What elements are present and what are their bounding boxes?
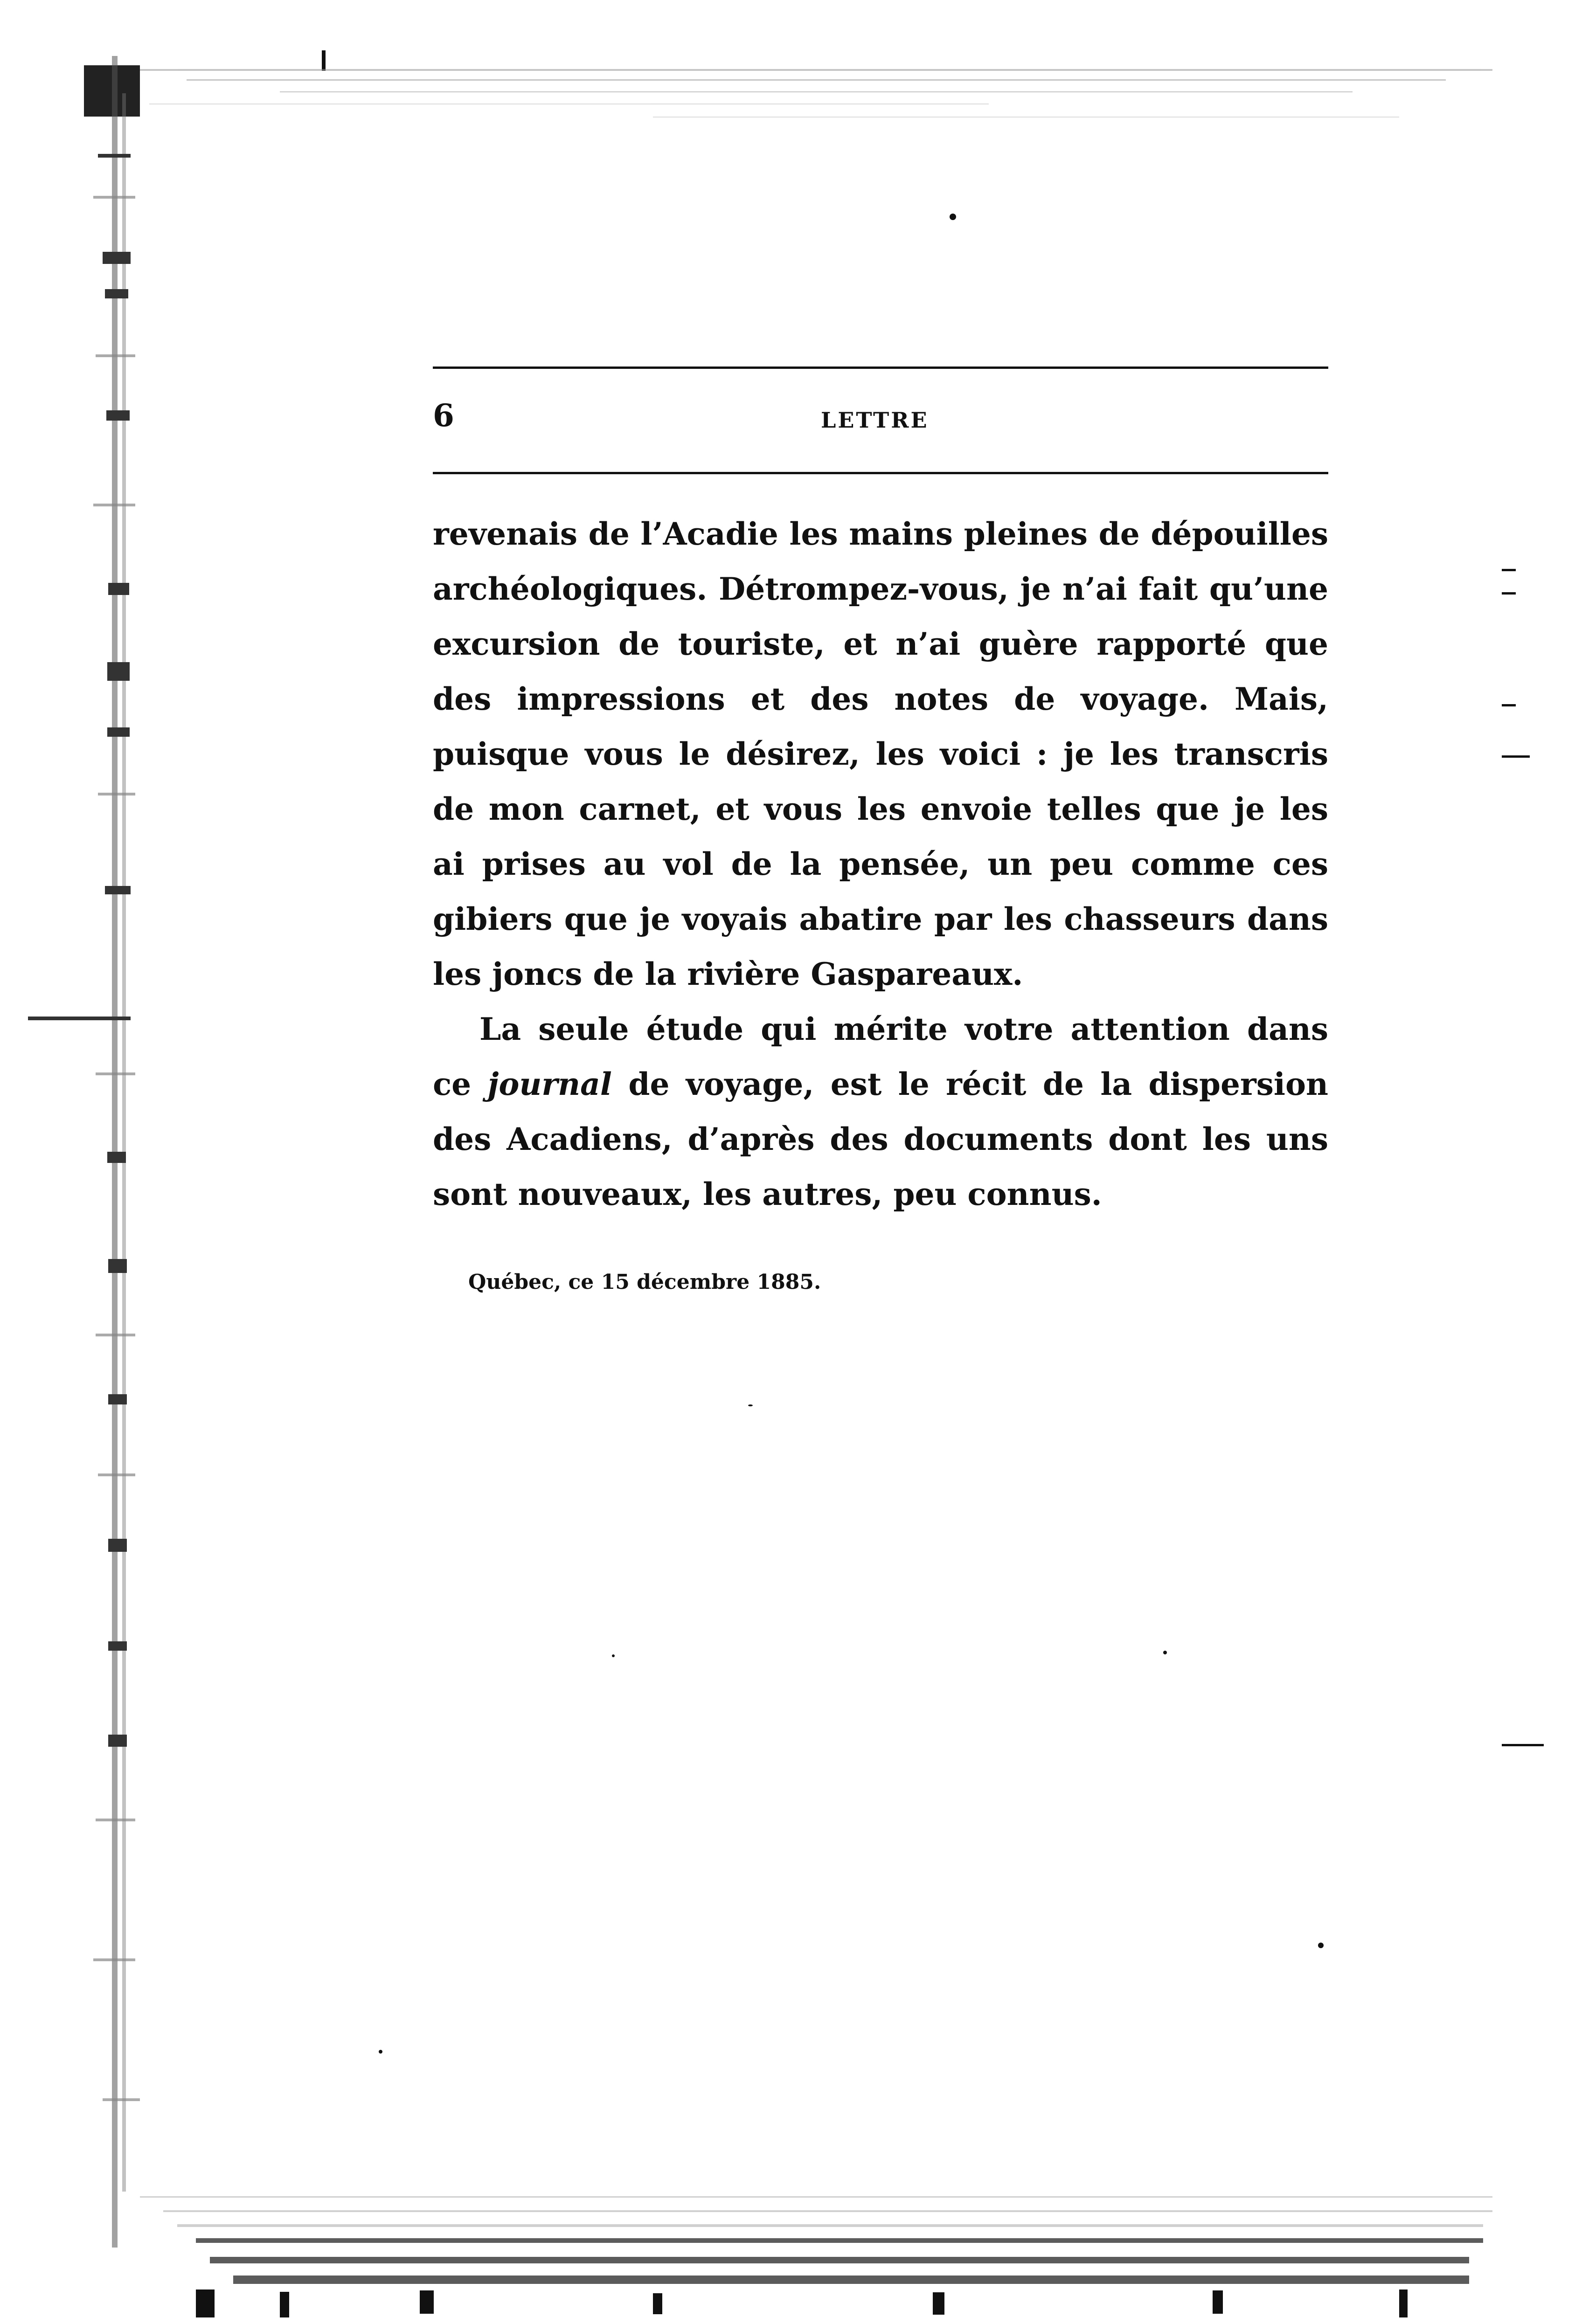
speck (748, 1404, 753, 1406)
text-line: archéologiques. Détrompez-vous, je n’ai fait qu’une (433, 571, 1328, 607)
body-text (433, 506, 1328, 1222)
header-rule-top (433, 367, 1328, 369)
margin-marks (1483, 550, 1575, 1809)
text-line: revenais de l’Acadie les mains pleines de dépouilles (433, 516, 1328, 552)
speck (1318, 1943, 1324, 1948)
text-line: ai prises au vol de la pensée, un peu comme ces (433, 846, 1328, 882)
text-line: des Acadiens, d’après des documents dont les uns (433, 1121, 1328, 1157)
paragraph-2 (433, 1002, 1328, 1222)
dateline: Québec, ce 15 décembre 1885. (468, 1270, 821, 1294)
speck (950, 214, 956, 220)
text-line: gibiers que je voyais abatire par les chasseurs dans (433, 901, 1328, 937)
text-line: puisque vous le désirez, les voici : je les transcris (433, 736, 1328, 772)
speck (1163, 1651, 1167, 1654)
text-fragment: ce (433, 1066, 472, 1102)
text-line: La seule étude qui mérite votre attention dans (479, 1011, 1328, 1047)
paragraph-1 (433, 506, 1328, 1002)
text-line-with-italic (433, 1057, 1328, 1112)
running-head: LETTRE (821, 408, 929, 433)
text-line: excursion de touriste, et n’ai guère rapporté que (433, 626, 1328, 662)
speck (379, 2050, 382, 2054)
header-rule-bottom (433, 472, 1328, 474)
italic-word: journal (487, 1066, 612, 1102)
text-line: des impressions et des notes de voyage. Mais, (433, 681, 1328, 717)
text-fragment: de voyage, est le récit de la dispersion (628, 1066, 1328, 1102)
page-number: 6 (433, 397, 454, 434)
text-line: sont nouveaux, les autres, peu connus. (433, 1176, 1102, 1212)
text-line: les joncs de la rivière Gaspareaux. (433, 956, 1023, 992)
scan-edge-left (0, 0, 140, 2324)
scan-edge-bottom (0, 2192, 1575, 2324)
text-line: de mon carnet, et vous les envoie telles que je les (433, 791, 1328, 827)
scan-edge-top (0, 0, 1575, 149)
speck (612, 1654, 615, 1657)
